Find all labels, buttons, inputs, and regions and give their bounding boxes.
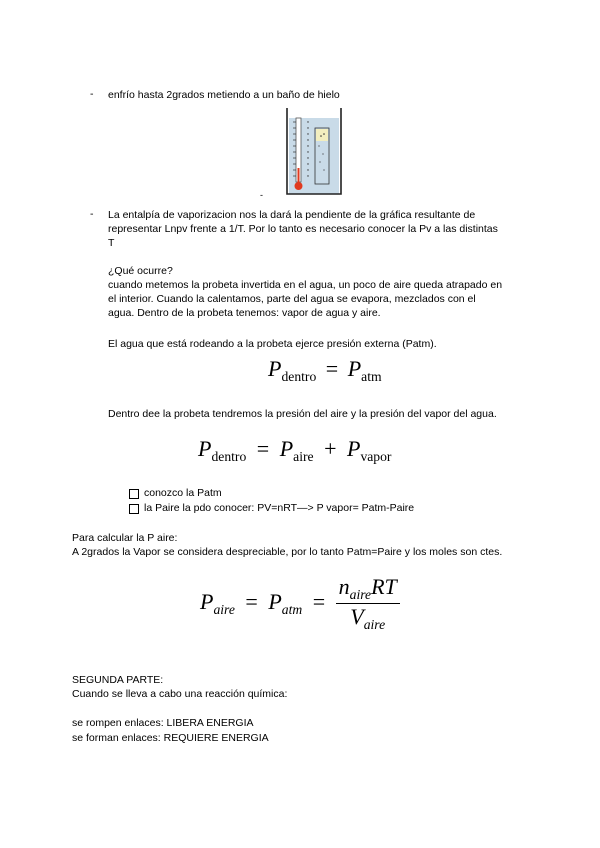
text-line: cuando metemos la probeta invertida en el agua, un poco de aire queda atrapado en xyxy=(108,279,503,291)
thermometer-bulb xyxy=(295,182,303,190)
text-line: Dentro dee la probeta tendremos la presión del aire y la presión del vapor del agua. xyxy=(108,408,497,420)
equation-p-aire-fraction: $P_{aire} = P_{atm}$ = $\frac{n_{aire}RT}{V_{aire}}$ xyxy=(200,576,400,632)
checkbox-conozco-patm[interactable] xyxy=(129,489,139,499)
text-line: se forman enlaces: REQUIERE ENERGIA xyxy=(72,732,269,744)
text-line: Para calcular la P aire: xyxy=(72,532,178,544)
text-line: enfrío hasta 2grados metiendo a un baño de hielo xyxy=(108,89,340,101)
text-line: el interior. Cuando la calentamos, parte del agua se evapora, mezclados con el xyxy=(108,293,476,305)
question-heading: ¿Qué ocurre? xyxy=(108,265,173,277)
text-line: A 2grados la Vapor se considera despreciable, por lo tanto Patm=Paire y los moles son ctes. xyxy=(72,546,503,558)
checklist-label: conozco la Patm xyxy=(144,487,222,499)
beaker-illustration xyxy=(283,106,345,196)
checkbox-paire[interactable] xyxy=(129,504,139,514)
section-title: SEGUNDA PARTE: xyxy=(72,674,164,686)
equation-p-dentro-equals-p-atm: $P_{dentro} = P_{atm}$ xyxy=(268,356,382,384)
text-line: Cuando se lleva a cabo una reacción química: xyxy=(72,688,288,700)
text-line: agua. Dentro de la probeta tenemos: vapor de agua y aire. xyxy=(108,307,381,319)
text-line: T xyxy=(108,237,115,249)
text-line: El agua que está rodeando a la probeta ejerce presión externa (Patm). xyxy=(108,338,437,350)
beaker-figure xyxy=(283,106,345,196)
trapped-air xyxy=(316,129,328,141)
figure-dash: - xyxy=(260,190,263,200)
checklist-label: la Paire la pdo conocer: PV=nRT—> P vapor= Patm-Paire xyxy=(144,502,415,514)
equation-p-dentro-sum: $P_{dentro} = P_{aire} + P_{vapor}$ xyxy=(198,436,392,464)
text-line: representar Lnpv frente a 1/T. Por lo tanto es necesario conocer la Pv a las distintas xyxy=(108,223,498,235)
text-line: se rompen enlaces: LIBERA ENERGIA xyxy=(72,717,254,729)
fraction-nRT-over-V: $\frac{n_{aire}RT}{V_{aire}}$ xyxy=(336,576,400,632)
bullet-dash: - xyxy=(90,208,94,220)
text-line: La entalpía de vaporizacion nos la dará la pendiente de la gráfica resultante de xyxy=(108,209,476,221)
bullet-dash: - xyxy=(90,88,94,100)
